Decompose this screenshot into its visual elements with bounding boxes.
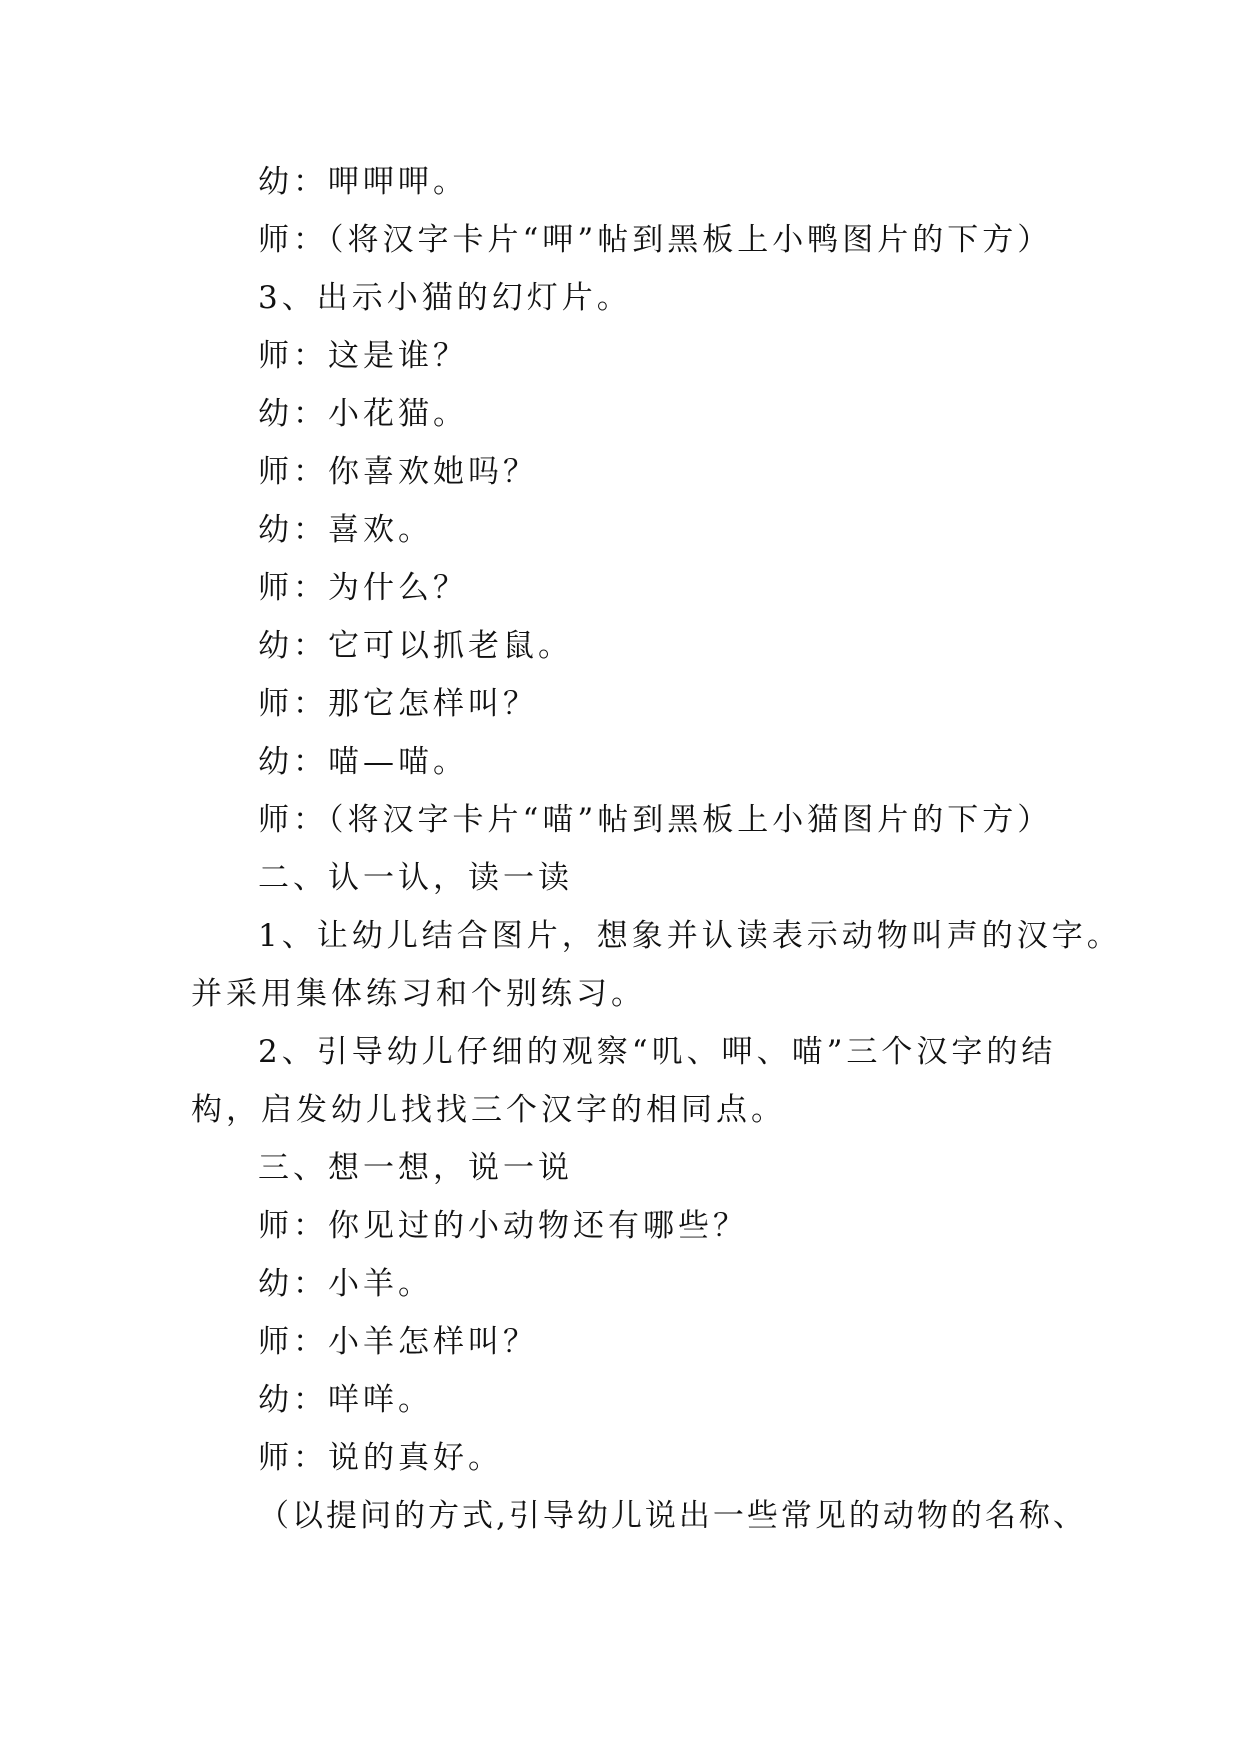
text-line: 师：说的真好。 [258, 1440, 503, 1476]
text-line: （以提问的方式,引导幼儿说出一些常见的动物的名称、 [258, 1498, 1087, 1534]
text-line: 幼：喵—喵。 [258, 744, 468, 780]
section-heading: 三、想一想，说一说 [258, 1150, 573, 1186]
section-heading: 二、认一认，读一读 [258, 860, 573, 896]
text-line: 师：（将汉字卡片“呷”帖到黑板上小鸭图片的下方） [258, 222, 1053, 258]
text-line: 师：（将汉字卡片“喵”帖到黑板上小猫图片的下方） [258, 802, 1053, 838]
text-line: 1、让幼儿结合图片，想象并认读表示动物叫声的汉字。 [258, 918, 1122, 954]
text-line: 幼：小花猫。 [258, 396, 468, 432]
text-line: 构，启发幼儿找找三个汉字的相同点。 [191, 1092, 786, 1128]
text-line: 并采用集体练习和个别练习。 [191, 976, 646, 1012]
text-line: 幼：小羊。 [258, 1266, 433, 1302]
text-line: 师：你喜欢她吗？ [258, 454, 538, 490]
text-line: 3、出示小猫的幻灯片。 [258, 280, 632, 316]
text-line: 师：那它怎样叫？ [258, 686, 538, 722]
text-line: 幼：呷呷呷。 [258, 164, 468, 200]
text-line: 幼：咩咩。 [258, 1382, 433, 1418]
text-line: 师：为什么？ [258, 570, 468, 606]
text-line: 师：这是谁？ [258, 338, 468, 374]
text-line: 师：小羊怎样叫？ [258, 1324, 538, 1360]
text-line: 幼：它可以抓老鼠。 [258, 628, 573, 664]
text-line: 师：你见过的小动物还有哪些？ [258, 1208, 748, 1244]
text-line: 幼：喜欢。 [258, 512, 433, 548]
text-line: 2、引导幼儿仔细的观察“叽、呷、喵”三个汉字的结 [258, 1034, 1057, 1070]
